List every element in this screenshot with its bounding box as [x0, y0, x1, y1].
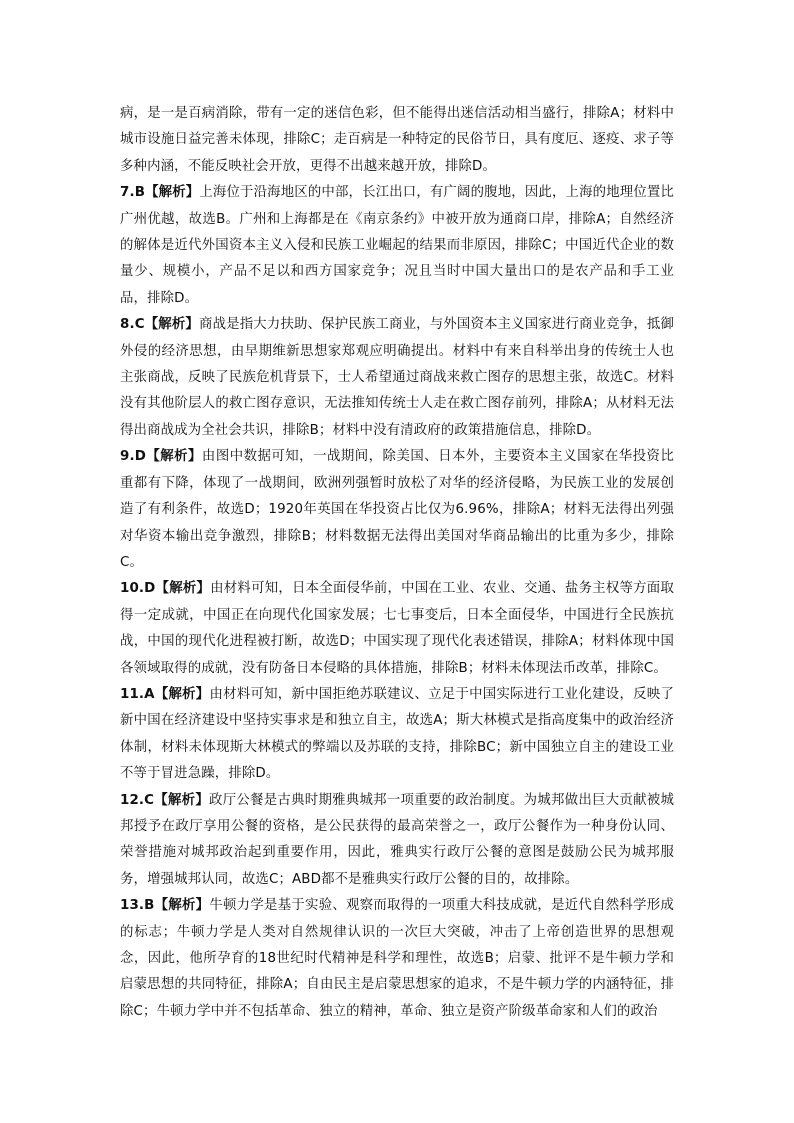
answer-item-12 [120, 788, 674, 894]
question-number: 11.A [120, 686, 155, 702]
answer-item-7 [120, 180, 674, 312]
answer-explanations [120, 101, 674, 1025]
paragraph-text: 牛顿力学是基于实验、观察而取得的一项重大科技成就，是近代自然科学形成的标志；牛顿力学是人类对自然规律认识的一次巨大突破，冲击了上帝创造世界的思想观念，因此，他所孕育的18世纪时代精神是科学和理性，故选B；启蒙、批评不是牛顿力学和启蒙思想的共同特征，排除A；自由民主是启蒙思想家的追求，不是牛顿力学的内涵特征，排除C；牛顿力学中并不包括革命、独立的精神，革命、独立是资产阶级革命家和人们的政治 [120, 898, 674, 1019]
paragraph-continuation [120, 101, 674, 180]
analysis-tag: 【解析】 [154, 686, 210, 702]
paragraph-text: 由材料可知，日本全面侵华前，中国在工业、农业、交通、盐务主权等方面取得一定成就，中国正在向现代化国家发展；七七事变后，日本全面侵华，中国进行全民族抗战，中国的现代化进程被打断，故选D；中国实现了现代化表述错误，排除A；材料体现中国各领域取得的成就，没有防备日本侵略的具体措施，排除B；材料未体现法币改革，排除C。 [120, 581, 674, 676]
question-number: 8.C [120, 317, 145, 333]
answer-item-10 [120, 576, 674, 682]
analysis-tag: 【解析】 [144, 317, 200, 333]
question-number: 13.B [120, 898, 155, 914]
question-number: 12.C [120, 792, 155, 808]
answer-item-9 [120, 444, 674, 576]
analysis-tag: 【解析】 [145, 185, 200, 201]
analysis-tag: 【解析】 [155, 581, 211, 597]
analysis-tag: 【解析】 [154, 792, 210, 808]
paragraph-text: 由材料可知，新中国拒绝苏联建议、立足于中国实际进行工业化建设，反映了新中国在经济建设中坚持实事求是和独立自主，故选A；斯大林模式是指高度集中的政治经济体制，材料未体现斯大林模式的弊端以及苏联的支持，排除BC；新中国独立自主的建设工业不等于冒进急躁，排除D。 [120, 686, 674, 782]
question-number: 9.D [120, 449, 146, 465]
question-number: 7.B [120, 185, 146, 201]
answer-item-8 [120, 312, 674, 444]
paragraph-text: 商战是指大力扶助、保护民族工商业，与外国资本主义国家进行商业竞争，抵御外侵的经济思想，由早期维新思想家郑观应明确提出。材料中有来自科举出身的传统士人也主张商战，反映了民族危机背景下，士人希望通过商战来救亡图存的思想主张，故选C。材料没有其他阶层人的救亡图存意识，无法推知传统士人走在救亡图存前列，排除A；从材料无法得出商战成为全社会共识，排除B；材料中没有清政府的政策措施信息，排除D。 [120, 317, 674, 438]
analysis-tag: 【解析】 [145, 449, 202, 465]
paragraph-text: 由图中数据可知，一战期间，除美国、日本外，主要资本主义国家在华投资比重都有下降，体现了一战期间，欧洲列强暂时放松了对华的经济侵略，为民族工业的发展创造了有利条件，故选D；1920年英国在华投资占比仅为6.96%，排除A；材料无法得出列强对华资本输出竞争激烈，排除B；材料数据无法得出美国对华商品输出的比重为多少，排除C。 [120, 449, 674, 570]
paragraph-text: 上海位于沿海地区的中部，长江出口，有广阔的腹地，因此，上海的地理位置比广州优越，故选B。广州和上海都是在《南京条约》中被开放为通商口岸，排除A；自然经济的解体是近代外国资本主义入侵和民族工业崛起的结果而非原因，排除C；中国近代企业的数量少、规模小，产品不足以和西方国家竞争；况且当时中国大量出口的是农产品和手工业品，排除D。 [120, 185, 674, 306]
answer-item-11 [120, 682, 674, 788]
paragraph-text: 病，是一是百病消除，带有一定的迷信色彩，但不能得出迷信活动相当盛行，排除A；材料中城市设施日益完善未体现，排除C；走百病是一种特定的民俗节日，具有度厄、逐疫、求子等多种内涵，不能反映社会开放，更得不出越来越开放，排除D。 [120, 106, 674, 174]
analysis-tag: 【解析】 [154, 898, 210, 914]
paragraph-text: 政厅公餐是古典时期雅典城邦一项重要的政治制度。为城邦做出巨大贡献被城邦授予在政厅享用公餐的资格，是公民获得的最高荣誉之一，政厅公餐作为一种身份认同、荣誉措施对城邦政治起到重要作用，因此，雅典实行政厅公餐的意图是鼓励公民为城邦服务，增强城邦认同，故选C；ABD都不是雅典实行政厅公餐的目的，故排除。 [120, 792, 674, 887]
question-number: 10.D [120, 581, 156, 597]
answer-item-13 [120, 893, 674, 1025]
